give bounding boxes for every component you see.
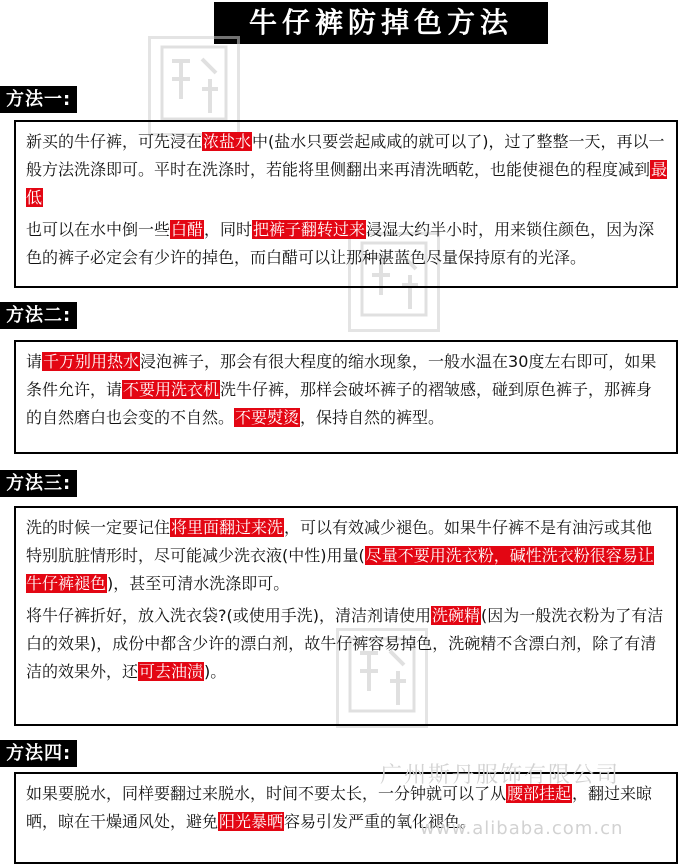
url-watermark: www.alibaba.com.cn bbox=[420, 818, 624, 839]
highlight-text: 千万别用热水 bbox=[43, 352, 140, 371]
section-3-label: 方法三: bbox=[0, 470, 77, 497]
body-text: 也可以在水中倒一些 bbox=[26, 220, 171, 239]
section-4-label: 方法四: bbox=[0, 740, 77, 767]
body-text: ，翻过来晾晒，晾在干燥通风处，避免 bbox=[26, 784, 653, 831]
body-text: ，可以有效减少褪色。如果牛仔裤不是有油污或其他特别肮脏情形时，尽可能减少洗衣液(中性)用量( bbox=[26, 518, 653, 565]
highlight-text: 可去油渍 bbox=[139, 662, 204, 681]
highlight-text: 洗碗精 bbox=[431, 606, 480, 625]
highlight-text: 阳光暴晒 bbox=[219, 812, 284, 831]
body-text: 洗牛仔裤，那样会破坏裤子的褶皱感，碰到原色裤子，那裤身的自然磨白也会变的不自然。 bbox=[26, 380, 653, 427]
body-text: 新买的牛仔裤，可先浸在 bbox=[26, 132, 203, 151]
body-text: ，同时 bbox=[204, 220, 253, 239]
section-1-box bbox=[14, 120, 678, 288]
page-title: 牛仔裤防掉色方法 bbox=[214, 2, 548, 44]
section-paragraph bbox=[26, 348, 668, 432]
highlight-text: 最低 bbox=[26, 160, 668, 207]
section-3-box bbox=[14, 506, 678, 726]
highlight-text: 尽量不要用洗衣粉，碱性洗衣粉很容易让牛仔裤褪色 bbox=[26, 546, 654, 593]
body-text: 洗的时候一定要记住 bbox=[26, 518, 171, 537]
section-2-box bbox=[14, 340, 678, 454]
section-paragraph bbox=[26, 514, 668, 598]
highlight-text: 腰部挂起 bbox=[507, 784, 572, 803]
section-paragraph bbox=[26, 216, 668, 272]
body-text: (因为一般洗衣粉为了有洁白的效果)，成份中都含少许的漂白剂，故牛仔裤容易掉色，洗碗精不含漂白剂，除了有清洁的效果外，还 bbox=[26, 606, 664, 681]
highlight-text: 把裤子翻转过来 bbox=[253, 220, 366, 239]
body-text: 浸湿大约半小时，用来锁住颜色，因为深色的裤子必定会有少许的掉色，而白醋可以让那种湛蓝色尽量保持原有的光泽。 bbox=[26, 220, 655, 267]
body-text: 中(盐水只要尝起咸咸的就可以了)，过了整整一天，再以一般方法洗涤即可。平时在洗涤时，若能将里侧翻出来再清洗晒乾，也能使褪色的程度减到 bbox=[26, 132, 665, 179]
body-text: 请 bbox=[26, 352, 43, 371]
section-1-label: 方法一: bbox=[0, 86, 77, 113]
seal-watermark-icon bbox=[154, 39, 234, 127]
body-text: )。 bbox=[204, 662, 227, 681]
highlight-text: 不要熨烫 bbox=[235, 408, 300, 427]
section-paragraph bbox=[26, 602, 668, 686]
company-watermark: 广州斯丹服饰有限公司 bbox=[380, 763, 621, 788]
body-text: ，保持自然的裤型。 bbox=[300, 408, 445, 427]
highlight-text: 浓盐水 bbox=[203, 132, 252, 151]
highlight-text: 不要用洗衣机 bbox=[123, 380, 220, 399]
highlight-text: 将里面翻过来洗 bbox=[171, 518, 284, 537]
body-text: 如果要脱水，同样要翻过来脱水，时间不要太长，一分钟就可以了从 bbox=[26, 784, 507, 803]
body-text: 浸泡裤子，那会有很大程度的缩水现象，一般水温在30度左右即可，如果条件允许，请 bbox=[26, 352, 657, 399]
body-text: 将牛仔裤折好，放入洗衣袋?(或使用手洗)，清洁剂请使用 bbox=[26, 606, 431, 625]
section-2-label: 方法二: bbox=[0, 302, 77, 329]
section-paragraph bbox=[26, 128, 668, 212]
body-text: )，甚至可清水洗涤即可。 bbox=[107, 574, 290, 593]
body-text: 容易引发严重的氧化褪色。 bbox=[284, 812, 477, 831]
highlight-text: 白醋 bbox=[171, 220, 204, 239]
